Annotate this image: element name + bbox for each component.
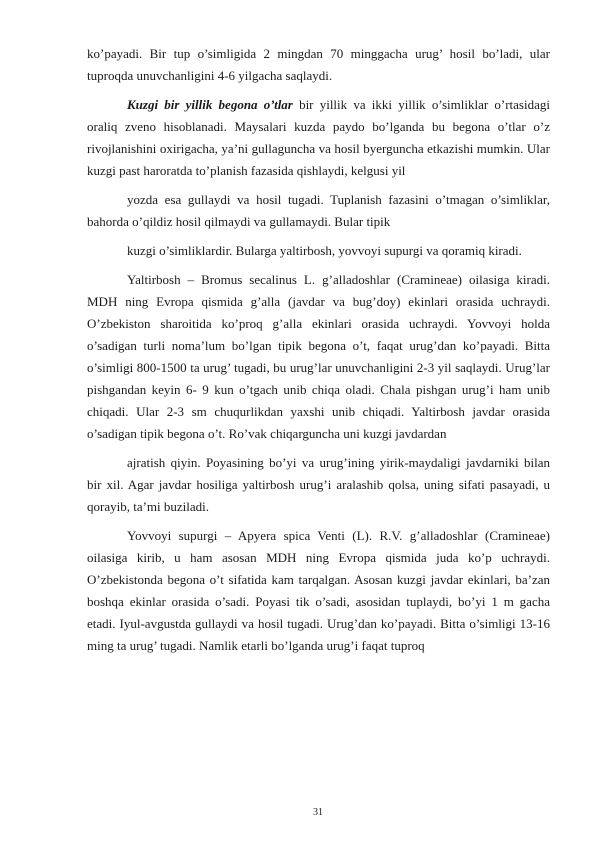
paragraph-apera: Yovvoyi supurgi – Apyera spica Venti (L). R.V. g’alladoshlar (Cramineae) oilasiga kirib, u ham asosan MDH ning Evropa qismida juda ko’p uchraydi. O’zbekistonda begona o’t sifatida kam tarqalgan. Asosan kuzgi javdar ekinlari, ba’zan boshqa ekinlar orasida o’sadi. Poyasi tik o’sadi, asosidan tuplaydi, bo’yi 1 m gacha etadi. Iyul-avgustda gullaydi va hosil tugadi. Urug’dan ko’payadi. Bitta o’simligi 13-16 ming ta urug’ tugadi. Namlik etarli bo’lganda urug’i faqat tuproq: [87, 528, 550, 653]
paragraph-separation: ajratish qiyin. Poyasining bo’yi va urug’ining yirik-maydaligi javdarniki bilan bir xil. Agar javdar hosiliga yaltirbosh urug’i aralashib qolsa, uning sifati pasayadi, u qorayib, ta’mi buziladi.: [87, 455, 550, 514]
paragraph-typical-winter-plants: kuzgi o’simliklardir. Bularga yaltirbosh, yovvoyi supurgi va qoramiq kiradi.: [127, 243, 522, 258]
paragraph-bromus: Yaltirbosh – Bromus secalinus L. g’alladoshlar (Cramineae) oilasiga kiradi. MDH ning Evropa qismida g’alla (javdar va bug’doy) ekinlari orasida uchraydi. O’zbekiston sharoitida ko’proq g’alla ekinlari orasida uchraydi. Yovvoyi holda o’sadigan turli noma’lum bo’lgan tipik begona o’t, faqat urug’dan ko’payadi. Bitta o’simligi 800-1500 ta urug’ tugadi, bu urug’lar unuvchanligini 2-3 yil saqlaydi. Urug’lar pishgandan keyin 6- 9 kun o’tgach unib chiqa oladi. Chala pishgan urug’i ham unib chiqadi. Ular 2-3 sm chuqurlikdan yaxshi unib chiqadi. Yaltirbosh javdar orasida o’sadigan tipik begona o’t. Ro’vak chiqarguncha uni kuzgi javdardan: [87, 272, 550, 441]
body-text: [87, 43, 550, 657]
paragraph-continuation: ko’payadi. Bir tup o’simligida 2 mingdan 70 minggacha urug’ hosil bo’ladi, ular tuproqda unuvchanligini 4-6 yilgacha saqlaydi.: [87, 46, 550, 83]
paragraph-text: bir yillik va ikki yillik o’simliklar o’rtasidagi oraliq zveno hisoblanadi. Maysalari kuzda paydo bo’lganda bu begona o’tlar o’z rivojlanishini oxirigacha, ya’ni gullaguncha va hosil byerguncha etkazishi mumkin. Ular kuzgi past haroratda to’planish fazasida qishlaydi, kelgusi yil: [87, 97, 550, 178]
paragraph-flowering: yozda esa gullaydi va hosil tugadi. Tuplanish fazasini o’tmagan o’simliklar, bahorda o’qildiz hosil qilmaydi va gullamaydi. Bular tipik: [87, 192, 550, 229]
paragraph-winter-weeds: [87, 94, 550, 182]
emphasis-term: Kuzgi bir yillik begona o’tlar: [127, 97, 293, 112]
page-number: 31: [313, 807, 323, 818]
